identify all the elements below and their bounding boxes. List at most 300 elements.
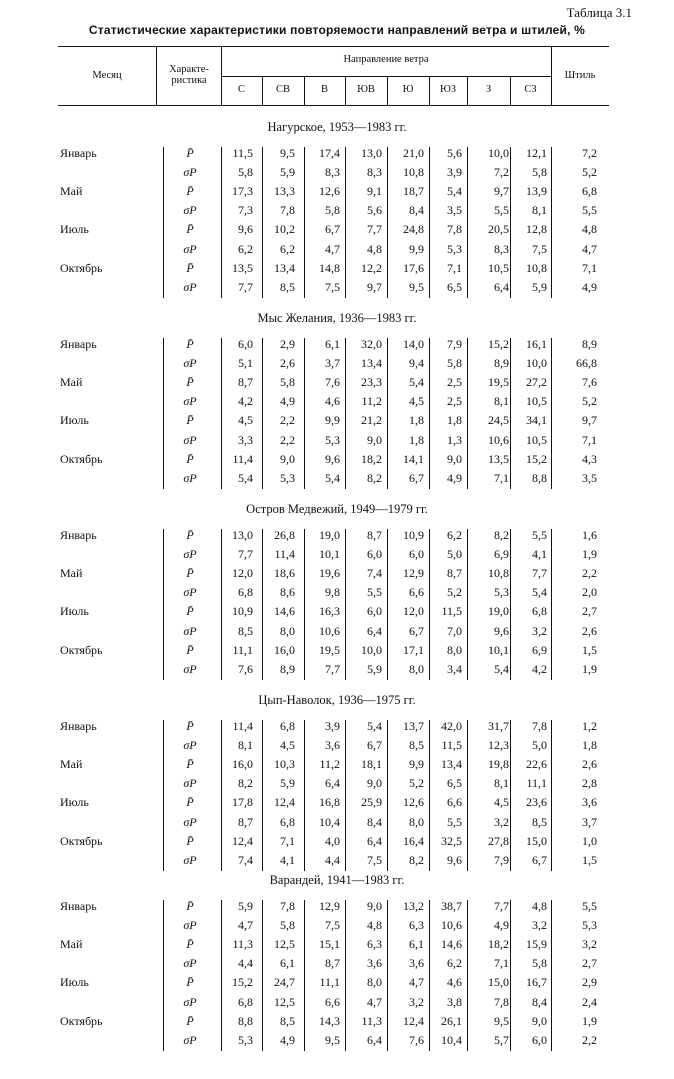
calm-cell: 1,5 — [582, 852, 597, 867]
direction-header: СВ — [275, 84, 290, 95]
sigma-symbol: σP — [183, 585, 197, 600]
value-cell: 6,2 — [280, 241, 295, 256]
value-cell: 7,5 — [367, 852, 382, 867]
value-cell: 10,6 — [319, 623, 340, 638]
value-cell: 5,3 — [325, 432, 340, 447]
table-row — [0, 662, 674, 681]
value-cell: 7,0 — [447, 623, 462, 638]
value-cell: 10,8 — [526, 260, 547, 275]
value-cell: 8,7 — [325, 956, 340, 971]
value-cell: 6,1 — [325, 337, 340, 351]
value-cell: 6,4 — [367, 833, 382, 848]
value-cell: 23,3 — [361, 375, 382, 390]
value-cell: 6,8 — [238, 994, 253, 1009]
table-row — [0, 585, 674, 604]
sigma-symbol: σP — [183, 165, 197, 180]
table-row — [0, 643, 674, 662]
value-cell: 6,4 — [494, 279, 509, 294]
calm-cell: 7,1 — [582, 432, 597, 447]
value-cell: 5,4 — [494, 661, 509, 676]
value-cell: 4,5 — [409, 394, 424, 409]
value-cell: 27,8 — [488, 833, 509, 848]
value-cell: 5,1 — [238, 356, 253, 371]
table-row — [0, 719, 674, 738]
value-cell: 14,6 — [441, 937, 462, 952]
calm-cell: 3,7 — [582, 814, 597, 829]
value-cell: 11,4 — [232, 719, 253, 733]
value-cell: 13,0 — [232, 528, 253, 542]
value-cell: 19,0 — [488, 604, 509, 619]
value-cell: 9,6 — [325, 451, 340, 466]
value-cell: 5,8 — [325, 203, 340, 218]
sigma-symbol: σP — [183, 547, 197, 562]
table-row — [0, 471, 674, 490]
value-cell: 3,6 — [325, 738, 340, 753]
value-cell: 9,5 — [494, 1013, 509, 1028]
value-cell: 14,1 — [403, 451, 424, 466]
value-cell: 24,7 — [274, 975, 295, 990]
value-cell: 5,5 — [494, 203, 509, 218]
calm-cell: 2,9 — [582, 975, 597, 990]
value-cell: 8,5 — [532, 814, 547, 829]
value-cell: 10,5 — [526, 394, 547, 409]
table-row — [0, 280, 674, 299]
value-cell: 5,9 — [238, 899, 253, 913]
calm-cell: 4,9 — [582, 279, 597, 294]
table-row — [0, 356, 674, 375]
value-cell: 6,7 — [409, 623, 424, 638]
value-cell: 10,2 — [274, 222, 295, 237]
calm-cell: 5,3 — [582, 918, 597, 933]
value-cell: 21,2 — [361, 413, 382, 428]
value-cell: 12,8 — [526, 222, 547, 237]
value-cell: 26,8 — [274, 528, 295, 542]
value-cell: 8,0 — [367, 975, 382, 990]
value-cell: 5,8 — [532, 165, 547, 180]
value-cell: 7,4 — [367, 566, 382, 581]
value-cell: 18,2 — [361, 451, 382, 466]
direction-header: ЮЗ — [439, 84, 457, 95]
value-cell: 34,1 — [526, 413, 547, 428]
value-cell: 5,0 — [447, 547, 462, 562]
value-cell: 7,6 — [238, 661, 253, 676]
table-number: Таблица 3.1 — [566, 5, 632, 20]
value-cell: 8,0 — [409, 814, 424, 829]
value-cell: 15,2 — [232, 975, 253, 990]
calm-cell: 7,2 — [582, 146, 597, 160]
value-cell: 12,5 — [274, 994, 295, 1009]
value-cell: 8,4 — [532, 994, 547, 1009]
calm-cell: 2,2 — [582, 566, 597, 581]
table-row — [0, 795, 674, 814]
table-row — [0, 834, 674, 853]
table-row — [0, 394, 674, 413]
value-cell: 21,0 — [403, 146, 424, 160]
value-cell: 4,0 — [325, 833, 340, 848]
table-row — [0, 146, 674, 165]
value-cell: 4,5 — [280, 738, 295, 753]
direction-header: ЮВ — [357, 84, 375, 95]
value-cell: 5,2 — [409, 776, 424, 791]
mean-symbol: P̄ — [186, 566, 194, 581]
value-cell: 7,7 — [494, 899, 509, 913]
mean-symbol: P̄ — [186, 260, 194, 275]
value-cell: 5,8 — [280, 375, 295, 390]
value-cell: 12,9 — [403, 566, 424, 581]
value-cell: 15,1 — [319, 937, 340, 952]
calm-cell: 1,9 — [582, 661, 597, 676]
table-title: Статистические характеристики повторяемости направлений ветра и штилей, % — [88, 23, 586, 37]
mean-symbol: P̄ — [186, 413, 194, 428]
value-cell: 5,3 — [238, 1032, 253, 1047]
calm-cell: 1,0 — [582, 833, 597, 848]
month-label: Май — [60, 566, 83, 581]
value-cell: 11,1 — [319, 975, 340, 990]
value-cell: 7,7 — [367, 222, 382, 237]
value-cell: 24,8 — [403, 222, 424, 237]
value-cell: 8,4 — [367, 814, 382, 829]
value-cell: 8,1 — [532, 203, 547, 218]
section-title: Остров Медвежий, 1949—1979 гг. — [246, 502, 428, 516]
value-cell: 10,6 — [488, 432, 509, 447]
value-cell: 10,1 — [319, 547, 340, 562]
value-cell: 9,7 — [367, 279, 382, 294]
calm-cell: 9,7 — [582, 413, 597, 428]
value-cell: 6,3 — [409, 918, 424, 933]
value-cell: 8,4 — [409, 203, 424, 218]
table-row — [0, 604, 674, 623]
calm-cell: 5,2 — [582, 165, 597, 180]
value-cell: 9,6 — [447, 852, 462, 867]
value-cell: 3,5 — [447, 203, 462, 218]
value-cell: 4,2 — [238, 394, 253, 409]
value-cell: 12,2 — [361, 260, 382, 275]
mean-symbol: P̄ — [186, 899, 194, 913]
value-cell: 3,2 — [409, 994, 424, 1009]
value-cell: 6,2 — [238, 241, 253, 256]
value-cell: 6,4 — [367, 623, 382, 638]
value-cell: 4,7 — [367, 994, 382, 1009]
sigma-symbol: σP — [183, 279, 197, 294]
value-cell: 24,5 — [488, 413, 509, 428]
value-cell: 6,9 — [532, 642, 547, 657]
sigma-symbol: σP — [183, 814, 197, 829]
sigma-symbol: σP — [183, 956, 197, 971]
value-cell: 6,8 — [280, 719, 295, 733]
header-wind-direction: Направление ветра — [343, 54, 429, 65]
calm-cell: 2,6 — [582, 623, 597, 638]
value-cell: 8,2 — [494, 528, 509, 542]
value-cell: 5,5 — [367, 585, 382, 600]
calm-cell: 2,6 — [582, 757, 597, 772]
value-cell: 1,8 — [447, 413, 462, 428]
sigma-symbol: σP — [183, 203, 197, 218]
table-row — [0, 757, 674, 776]
calm-cell: 6,8 — [582, 184, 597, 199]
value-cell: 16,7 — [526, 975, 547, 990]
value-cell: 4,7 — [409, 975, 424, 990]
value-cell: 1,8 — [409, 432, 424, 447]
value-cell: 7,6 — [325, 375, 340, 390]
value-cell: 5,3 — [447, 241, 462, 256]
value-cell: 5,7 — [494, 1032, 509, 1047]
mean-symbol: P̄ — [186, 146, 194, 160]
mean-symbol: P̄ — [186, 937, 194, 952]
calm-cell: 2,7 — [582, 956, 597, 971]
month-label: Май — [60, 375, 83, 390]
value-cell: 10,8 — [488, 566, 509, 581]
mean-symbol: P̄ — [186, 1013, 194, 1028]
header-month: Месяц — [92, 70, 122, 81]
value-cell: 19,5 — [488, 375, 509, 390]
value-cell: 4,8 — [367, 241, 382, 256]
value-cell: 8,7 — [238, 375, 253, 390]
value-cell: 4,9 — [494, 918, 509, 933]
value-cell: 26,1 — [441, 1013, 462, 1028]
calm-cell: 7,1 — [582, 260, 597, 275]
value-cell: 9,9 — [409, 757, 424, 772]
header-top-rule — [58, 46, 609, 47]
value-cell: 5,8 — [447, 356, 462, 371]
table-row — [0, 337, 674, 356]
value-cell: 6,1 — [409, 937, 424, 952]
value-cell: 5,8 — [532, 956, 547, 971]
table-row — [0, 899, 674, 918]
value-cell: 17,3 — [232, 184, 253, 199]
value-cell: 5,5 — [532, 528, 547, 542]
value-cell: 16,4 — [403, 833, 424, 848]
value-cell: 9,6 — [238, 222, 253, 237]
mean-symbol: P̄ — [186, 642, 194, 657]
value-cell: 12,5 — [274, 937, 295, 952]
value-cell: 8,3 — [325, 165, 340, 180]
calm-cell: 1,2 — [582, 719, 597, 733]
value-cell: 16,3 — [319, 604, 340, 619]
value-cell: 10,0 — [361, 642, 382, 657]
value-cell: 9,1 — [367, 184, 382, 199]
calm-cell: 1,9 — [582, 547, 597, 562]
value-cell: 10,0 — [488, 146, 509, 160]
value-cell: 25,9 — [361, 795, 382, 810]
value-cell: 5,4 — [325, 470, 340, 485]
header-calm: Штиль — [564, 70, 596, 81]
mean-symbol: P̄ — [186, 604, 194, 619]
value-cell: 9,0 — [280, 451, 295, 466]
table-row — [0, 184, 674, 203]
value-cell: 10,6 — [441, 918, 462, 933]
value-cell: 7,1 — [280, 833, 295, 848]
calm-cell: 4,3 — [582, 451, 597, 466]
value-cell: 6,5 — [447, 776, 462, 791]
table-row — [0, 165, 674, 184]
month-label: Январь — [60, 337, 97, 351]
value-cell: 6,7 — [409, 470, 424, 485]
value-cell: 6,7 — [532, 852, 547, 867]
value-cell: 7,9 — [494, 852, 509, 867]
value-cell: 6,5 — [447, 279, 462, 294]
value-cell: 1,3 — [447, 432, 462, 447]
value-cell: 7,7 — [532, 566, 547, 581]
value-cell: 10,0 — [526, 356, 547, 371]
table-row — [0, 937, 674, 956]
value-cell: 5,4 — [447, 184, 462, 199]
table-row — [0, 956, 674, 975]
value-cell: 3,6 — [409, 956, 424, 971]
value-cell: 3,2 — [532, 623, 547, 638]
value-cell: 9,8 — [325, 585, 340, 600]
value-cell: 18,1 — [361, 757, 382, 772]
value-cell: 5,4 — [409, 375, 424, 390]
month-label: Январь — [60, 146, 97, 160]
value-cell: 8,2 — [367, 470, 382, 485]
value-cell: 7,8 — [494, 994, 509, 1009]
value-cell: 16,8 — [319, 795, 340, 810]
value-cell: 11,4 — [274, 547, 295, 562]
value-cell: 11,5 — [232, 146, 253, 160]
value-cell: 4,2 — [532, 661, 547, 676]
value-cell: 4,7 — [325, 241, 340, 256]
value-cell: 6,0 — [238, 337, 253, 351]
sigma-symbol: σP — [183, 241, 197, 256]
value-cell: 5,3 — [280, 470, 295, 485]
table-row — [0, 375, 674, 394]
month-label: Январь — [60, 899, 97, 913]
value-cell: 10,9 — [232, 604, 253, 619]
value-cell: 2,5 — [447, 394, 462, 409]
value-cell: 17,6 — [403, 260, 424, 275]
calm-cell: 7,6 — [582, 375, 597, 390]
direction-header: СЗ — [524, 84, 537, 95]
value-cell: 7,2 — [494, 165, 509, 180]
value-cell: 7,1 — [494, 470, 509, 485]
value-cell: 9,0 — [367, 899, 382, 913]
value-cell: 9,7 — [494, 184, 509, 199]
mean-symbol: P̄ — [186, 833, 194, 848]
value-cell: 6,0 — [532, 1032, 547, 1047]
table-row — [0, 918, 674, 937]
value-cell: 3,2 — [494, 814, 509, 829]
value-cell: 22,6 — [526, 757, 547, 772]
sigma-symbol: σP — [183, 994, 197, 1009]
month-label: Октябрь — [60, 451, 103, 466]
value-cell: 17,1 — [403, 642, 424, 657]
value-cell: 5,9 — [280, 165, 295, 180]
sigma-symbol: σP — [183, 1032, 197, 1047]
value-cell: 4,7 — [238, 918, 253, 933]
calm-cell: 1,9 — [582, 1013, 597, 1028]
value-cell: 12,0 — [403, 604, 424, 619]
calm-cell: 3,2 — [582, 937, 597, 952]
value-cell: 12,9 — [319, 899, 340, 913]
mean-symbol: P̄ — [186, 451, 194, 466]
value-cell: 31,7 — [488, 719, 509, 733]
value-cell: 11,2 — [319, 757, 340, 772]
value-cell: 5,6 — [367, 203, 382, 218]
sigma-symbol: σP — [183, 432, 197, 447]
value-cell: 4,5 — [494, 795, 509, 810]
table-row — [0, 815, 674, 834]
month-label: Июль — [60, 222, 89, 237]
calm-cell: 1,5 — [582, 642, 597, 657]
value-cell: 10,4 — [319, 814, 340, 829]
value-cell: 5,9 — [532, 279, 547, 294]
value-cell: 5,4 — [532, 585, 547, 600]
value-cell: 13,5 — [232, 260, 253, 275]
table-row — [0, 413, 674, 432]
value-cell: 6,8 — [238, 585, 253, 600]
value-cell: 13,7 — [403, 719, 424, 733]
value-cell: 23,6 — [526, 795, 547, 810]
value-cell: 7,5 — [325, 918, 340, 933]
section-title: Мыс Желания, 1936—1983 гг. — [257, 311, 417, 325]
value-cell: 9,0 — [367, 776, 382, 791]
table-row — [0, 203, 674, 222]
calm-cell: 5,2 — [582, 394, 597, 409]
value-cell: 6,0 — [409, 547, 424, 562]
value-cell: 4,6 — [325, 394, 340, 409]
sigma-symbol: σP — [183, 918, 197, 933]
value-cell: 8,5 — [280, 1013, 295, 1028]
value-cell: 6,4 — [367, 1032, 382, 1047]
table-row — [0, 528, 674, 547]
value-cell: 8,3 — [494, 241, 509, 256]
direction-header: З — [485, 84, 492, 95]
value-cell: 27,2 — [526, 375, 547, 390]
value-cell: 6,1 — [280, 956, 295, 971]
value-cell: 12,0 — [232, 566, 253, 581]
value-cell: 9,0 — [367, 432, 382, 447]
value-cell: 2,5 — [447, 375, 462, 390]
value-cell: 5,8 — [280, 918, 295, 933]
value-cell: 5,9 — [280, 776, 295, 791]
value-cell: 8,7 — [367, 528, 382, 542]
value-cell: 38,7 — [441, 899, 462, 913]
table-row — [0, 995, 674, 1014]
section-title: Варандей, 1941—1983 гг. — [269, 873, 405, 887]
value-cell: 8,1 — [238, 738, 253, 753]
value-cell: 9,9 — [409, 241, 424, 256]
month-label: Май — [60, 184, 83, 199]
calm-cell: 2,8 — [582, 776, 597, 791]
value-cell: 42,0 — [441, 719, 462, 733]
value-cell: 15,0 — [488, 975, 509, 990]
value-cell: 2,6 — [280, 356, 295, 371]
value-cell: 6,6 — [325, 994, 340, 1009]
value-cell: 14,8 — [319, 260, 340, 275]
value-cell: 5,6 — [447, 146, 462, 160]
value-cell: 9,5 — [409, 279, 424, 294]
month-label: Октябрь — [60, 260, 103, 275]
value-cell: 11,5 — [441, 738, 462, 753]
value-cell: 11,1 — [232, 642, 253, 657]
calm-cell: 3,5 — [582, 470, 597, 485]
value-cell: 17,8 — [232, 795, 253, 810]
value-cell: 11,4 — [232, 451, 253, 466]
mean-symbol: P̄ — [186, 757, 194, 772]
sigma-symbol: σP — [183, 394, 197, 409]
sigma-symbol: σP — [183, 356, 197, 371]
value-cell: 12,4 — [403, 1013, 424, 1028]
calm-cell: 1,8 — [582, 738, 597, 753]
value-cell: 16,0 — [232, 757, 253, 772]
value-cell: 7,7 — [325, 661, 340, 676]
value-cell: 10,5 — [488, 260, 509, 275]
value-cell: 11,3 — [361, 1013, 382, 1028]
value-cell: 10,9 — [403, 528, 424, 542]
value-cell: 6,7 — [367, 738, 382, 753]
mean-symbol: P̄ — [186, 528, 194, 542]
value-cell: 32,0 — [361, 337, 382, 351]
